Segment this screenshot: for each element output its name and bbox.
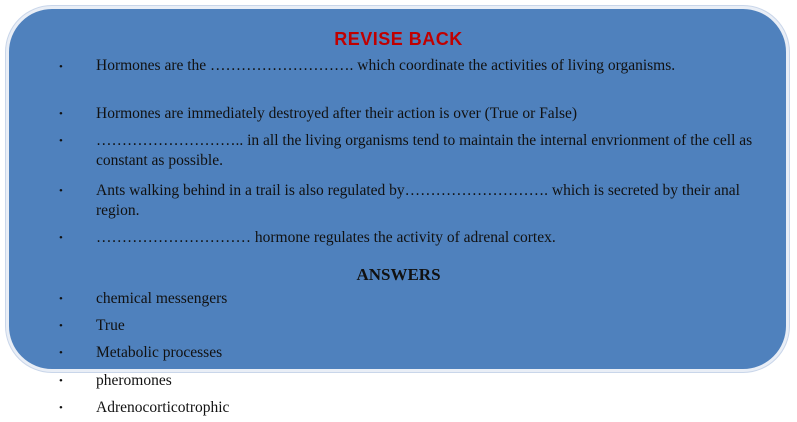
bullet-icon: • <box>59 135 63 147</box>
bullet-icon: • <box>59 320 63 332</box>
question-item-5: ………………………… hormone regulates the activity of adrenal cortex. <box>96 229 556 246</box>
bullet-icon: • <box>59 108 63 120</box>
question-item-2: Hormones are immediately destroyed after their action is over (True or False) <box>96 105 578 122</box>
question-item-1: Hormones are the ………………………. which coordinate the activities of living organisms. <box>96 57 676 74</box>
question-item-3: ……………………….. in all the living organisms tend to maintain the internal envrionment of the cell as constant as possible. <box>96 132 753 169</box>
bullet-icon: • <box>59 402 63 414</box>
question-item-4: Ants walking behind in a trail is also regulated by………………………. which is secreted by their anal region. <box>96 182 740 219</box>
answer-item-3: Metabolic processes <box>96 344 223 361</box>
answer-item-2: True <box>96 317 125 334</box>
bullet-icon: • <box>59 375 63 387</box>
bullet-icon: • <box>59 293 63 305</box>
answer-item-1: chemical messengers <box>96 290 228 307</box>
bullet-icon: • <box>59 185 63 197</box>
bullet-icon: • <box>59 61 63 73</box>
answers-heading: ANSWERS <box>356 265 441 284</box>
answer-item-4: pheromones <box>96 372 172 389</box>
bullet-icon: • <box>59 232 63 244</box>
page-title: REVISE BACK <box>334 29 463 49</box>
bullet-icon: • <box>59 347 63 359</box>
answer-item-5: Adrenocorticotrophic <box>96 399 230 416</box>
